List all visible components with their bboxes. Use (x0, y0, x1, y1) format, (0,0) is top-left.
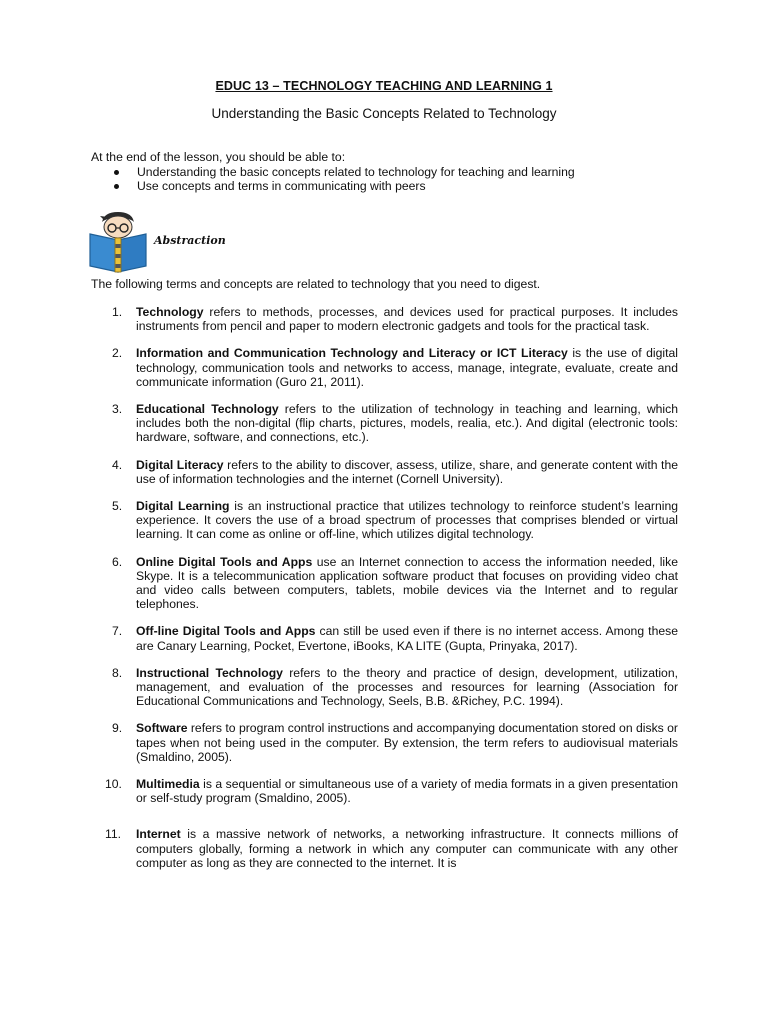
item-number: 4. (112, 457, 123, 472)
term-name: Instructional Technology (136, 665, 283, 680)
term-definition: is a sequential or simultaneous use of a variety of media formats in a given presentation or self-study program (Smaldino, 2005). (136, 777, 678, 806)
term-name: Online Digital Tools and Apps (136, 554, 313, 569)
document-subtitle: Understanding the Basic Concepts Related to Technology (211, 106, 557, 121)
item-number: 6. (112, 554, 123, 569)
objective-item: Use concepts and terms in communicating with peers (91, 179, 575, 194)
item-number: 11. (105, 827, 122, 842)
item-number: 8. (112, 665, 123, 680)
learning-objectives (91, 150, 575, 194)
term-definition: refers to the ability to discover, assess, utilize, share, and generate content with the use of information technologies and the internet (Cornell University). (136, 457, 679, 486)
term-definition: is an instructional practice that utilizes technology to reinforce student’s learning experience. It covers the use of a broad spectrum of processes that comprises blended or virtual learning. It can come as online or off-line, which utilizes digital technology. (136, 499, 678, 542)
item-number: 10. (105, 777, 122, 792)
term-name: Off-line Digital Tools and Apps (136, 624, 316, 639)
term-name: Software (136, 721, 188, 736)
item-number: 3. (112, 402, 123, 417)
term-name: Technology (136, 305, 204, 319)
abstraction-section-header (88, 210, 288, 275)
term-definition: use an Internet connection to access the information needed, like Skype. It is a telecommunication application software product that focuses on providing video chat and video calls between computers, tablets, mobile devices via the Internet and to regular telephones. (136, 554, 679, 612)
term-definition: can still be used even if there is no internet access. Among these are Canary Learning, Pocket, Evertone, iBooks, KA LITE (Gupta, Prinyaka, 2017). (136, 624, 678, 653)
list-item (91, 721, 678, 764)
term-name: Educational Technology (136, 402, 279, 417)
term-name: Multimedia (136, 777, 200, 792)
abstraction-label: Abstraction (154, 234, 226, 247)
terms-list (91, 305, 678, 883)
term-name: Digital Literacy (136, 457, 224, 472)
list-item (91, 624, 678, 652)
term-definition: is the use of digital technology, communication tools and networks to access, manage, integrate, evaluate, create and communicate information (Guro 21, 2011). (136, 346, 678, 389)
item-number: 2. (112, 346, 123, 361)
term-definition: refers to methods, processes, and devices used for practical purposes. It includes instruments from pencil and paper to modern electronic gadgets and tools for the practical task. (136, 305, 678, 334)
objectives-lead: At the end of the lesson, you should be able to: (91, 150, 346, 164)
item-number: 7. (112, 624, 123, 639)
objective-item: Understanding the basic concepts related to technology for teaching and learning (91, 165, 575, 180)
list-item (91, 666, 678, 709)
list-item (91, 346, 678, 389)
term-definition: refers to program control instructions and accompanying documentation stored on disks or tapes when not being used in the computer. By extension, the term refers to audiovisual materials (Smaldino, 2005). (136, 721, 678, 764)
term-definition: refers to the theory and practice of design, development, utilization, management, and evaluation of the processes and resources for learning (Association for Educational Communications and Technology, Seels, B.B. &Richey, P.C. 1994). (136, 665, 679, 709)
list-item (91, 777, 678, 805)
item-number: 5. (112, 499, 123, 514)
list-item (91, 305, 678, 333)
document-title: EDUC 13 – TECHNOLOGY TEACHING AND LEARNING 1 (215, 79, 553, 93)
term-definition: is a massive network of networks, a networking infrastructure. It connects millions of computers globally, forming a network in which any computer can communicate with any other computer as long as they are connected to the internet. It is (136, 827, 678, 870)
list-item (91, 499, 678, 542)
objectives-list (91, 165, 575, 194)
term-name: Digital Learning (136, 499, 230, 514)
term-name: Internet (136, 827, 181, 842)
item-number: 1. (112, 305, 123, 319)
list-item (91, 458, 678, 486)
term-name: Information and Communication Technology and Literacy or ICT Literacy (136, 346, 568, 361)
term-definition: refers to the utilization of technology in teaching and learning, which includes both the non-digital (flip charts, pictures, models, realia, etc.). And digital (electronic tools: hardware, software, and connections, etc.). (136, 402, 678, 445)
student-reading-book-icon (88, 210, 150, 274)
terms-intro: The following terms and concepts are related to technology that you need to digest. (91, 277, 541, 291)
list-item (91, 402, 678, 445)
list-item (91, 555, 678, 612)
list-item (91, 827, 678, 870)
item-number: 9. (112, 721, 123, 736)
